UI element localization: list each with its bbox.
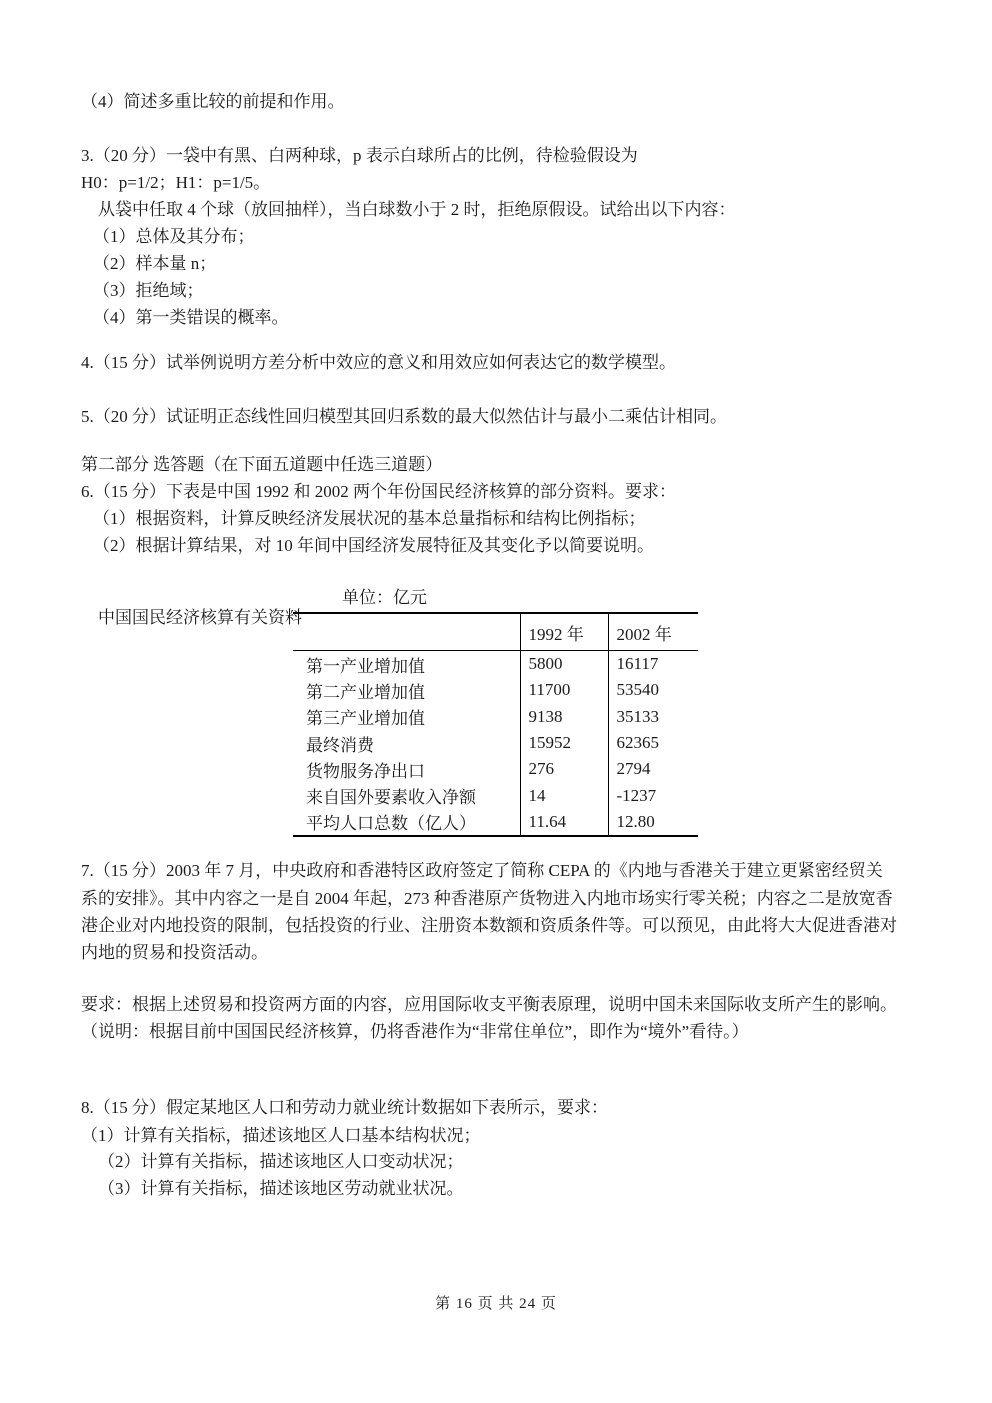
line-q6-head: 6.（15 分）下表是中国 1992 和 2002 两个年份国民经济核算的部分资料。要求： bbox=[81, 482, 676, 501]
row-value-1992: 276 bbox=[520, 756, 608, 782]
line-q3-item3: （3）拒绝域； bbox=[93, 281, 204, 300]
table-unit-label: 单位：亿元 bbox=[342, 588, 427, 607]
row-label: 第一产业增加值 bbox=[306, 656, 425, 676]
line-q8-item1: （1）计算有关指标，描述该地区人口基本结构状况； bbox=[81, 1126, 481, 1145]
line-q2-item4: （4）简述多重比较的前提和作用。 bbox=[81, 92, 345, 111]
row-value-2002: 35133 bbox=[608, 704, 698, 730]
table-row bbox=[293, 756, 698, 782]
line-q7-requirement: 要求：根据上述贸易和投资两方面的内容，应用国际收支平衡表原理，说明中国未来国际收支所产生的影响。 bbox=[81, 995, 897, 1014]
line-part2-head: 第二部分 选答题（在下面五道题中任选三道题） bbox=[81, 455, 443, 474]
row-label: 第二产业增加值 bbox=[306, 682, 425, 702]
line-q6-item1: （1）根据资料，计算反映经济发展状况的基本总量指标和结构比例指标； bbox=[93, 509, 646, 528]
row-value-1992: 15952 bbox=[520, 730, 608, 756]
line-q3-item4: （4）第一类错误的概率。 bbox=[93, 308, 289, 327]
line-q5-head: 5.（20 分）试证明正态线性回归模型其回归系数的最大似然估计与最小二乘估计相同。 bbox=[81, 407, 727, 426]
table-caption: 中国国民经济核算有关资料 bbox=[98, 608, 302, 627]
page-number-footer: 第 16 页 共 24 页 bbox=[435, 1296, 557, 1312]
table-row bbox=[293, 704, 698, 730]
line-q8-head: 8.（15 分）假定某地区人口和劳动力就业统计数据如下表所示，要求： bbox=[81, 1098, 608, 1117]
table-row bbox=[293, 651, 698, 678]
row-label: 来自国外要素收入净额 bbox=[306, 788, 476, 808]
line-q3-item2: （2）样本量 n； bbox=[93, 254, 217, 273]
line-q7-text-2: 系的安排》。其中内容之一是自 2004 年起，273 种香港原产货物进入内地市场实行零关税；内容之二是放宽香 bbox=[81, 889, 893, 908]
table-row bbox=[293, 730, 698, 756]
table-row bbox=[293, 677, 698, 703]
line-q7-text-3: 港企业对内地投资的限制，包括投资的行业、注册资本数额和资质条件等。可以预见，由此将大大促进香港对 bbox=[81, 916, 897, 935]
line-q7-note: （说明：根据目前中国国民经济核算，仍将香港作为“非常住单位”，即作为“境外”看待。） bbox=[81, 1022, 749, 1041]
row-value-1992: 5800 bbox=[520, 651, 608, 678]
row-label: 最终消费 bbox=[306, 735, 374, 755]
national-accounts-table bbox=[293, 612, 698, 837]
document-content bbox=[81, 0, 912, 1403]
line-q4-head: 4.（15 分）试举例说明方差分析中效应的意义和用效应如何表达它的数学模型。 bbox=[81, 353, 676, 372]
line-q7-text-4: 内地的贸易和投资活动。 bbox=[81, 943, 268, 962]
header-empty-cell bbox=[293, 613, 520, 651]
row-value-2002: 53540 bbox=[608, 677, 698, 703]
row-value-1992: 11.64 bbox=[520, 809, 608, 836]
table-row bbox=[293, 782, 698, 808]
line-q8-item2: （2）计算有关指标，描述该地区人口变动状况； bbox=[98, 1152, 464, 1171]
row-value-1992: 9138 bbox=[520, 704, 608, 730]
line-q8-item3: （3）计算有关指标，描述该地区劳动就业状况。 bbox=[98, 1179, 464, 1198]
line-q7-text-1: 7.（15 分）2003 年 7 月，中央政府和香港特区政府签定了简称 CEPA 的《内地与香港关于建立更紧密经贸关 bbox=[81, 861, 883, 880]
row-label: 平均人口总数（亿人） bbox=[306, 814, 476, 834]
header-year-2002: 2002 年 bbox=[608, 613, 698, 651]
row-value-2002: -1237 bbox=[608, 782, 698, 808]
table-header-row bbox=[293, 613, 698, 651]
row-label: 货物服务净出口 bbox=[306, 761, 425, 781]
row-label: 第三产业增加值 bbox=[306, 709, 425, 729]
line-q3-hypotheses: H0：p=1/2；H1：p=1/5。 bbox=[81, 173, 271, 192]
table-row bbox=[293, 809, 698, 836]
row-value-2002: 16117 bbox=[608, 651, 698, 678]
header-year-1992: 1992 年 bbox=[520, 613, 608, 651]
row-value-2002: 2794 bbox=[608, 756, 698, 782]
line-q3-desc: 从袋中任取 4 个球（放回抽样），当白球数小于 2 时，拒绝原假设。试给出以下内容： bbox=[98, 200, 736, 219]
row-value-2002: 62365 bbox=[608, 730, 698, 756]
row-value-2002: 12.80 bbox=[608, 809, 698, 836]
row-value-1992: 14 bbox=[520, 782, 608, 808]
row-value-1992: 11700 bbox=[520, 677, 608, 703]
line-q3-item1: （1）总体及其分布； bbox=[93, 227, 255, 246]
line-q6-item2: （2）根据计算结果，对 10 年间中国经济发展特征及其变化予以简要说明。 bbox=[93, 536, 654, 555]
line-q3-head: 3.（20 分）一袋中有黑、白两种球，p 表示白球所占的比例，待检验假设为 bbox=[81, 146, 638, 165]
